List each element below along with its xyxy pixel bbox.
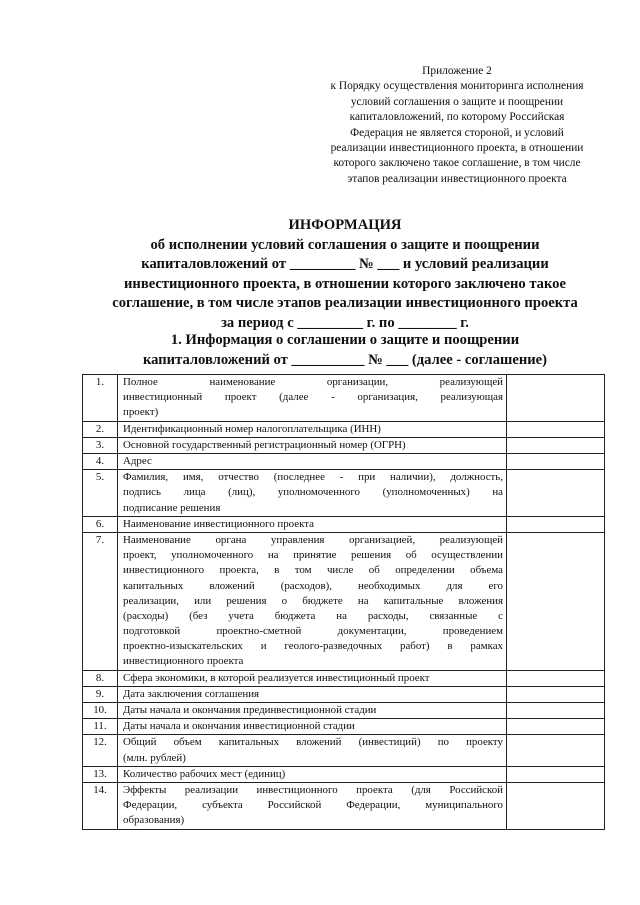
row-label [118,453,507,469]
row-label-line: подписание решения [123,501,221,514]
appendix-line: Приложение 2 [422,65,492,77]
row-label [118,516,507,532]
title-line: капиталовложений от _________ № ___ и условий реализации [141,256,549,272]
row-number: 8. [83,670,118,686]
row-number: 1. [83,375,118,422]
appendix-line: этапов реализации инвестиционного проекта [347,172,567,185]
agreement-info-table [82,374,605,830]
document-title [60,216,630,333]
row-value-cell[interactable] [507,516,605,532]
row-value-cell[interactable] [507,670,605,686]
row-number: 2. [83,421,118,437]
table-row [83,703,605,719]
row-value-cell[interactable] [507,421,605,437]
row-label [118,766,507,782]
title-line: за период с _________ г. по ________ г. [221,314,469,331]
title-heading: ИНФОРМАЦИЯ [288,217,402,233]
row-value-cell[interactable] [507,532,605,670]
table-row [83,735,605,766]
table-row [83,670,605,686]
row-label-line: Эффекты реализации инвестиционного проекта (для Российской [123,784,503,797]
row-label [118,532,507,670]
row-label-line: подпись лица (лиц), уполномоченного (уполномоченных) на [123,486,503,499]
row-number: 9. [83,686,118,702]
row-label-line: инвестиционный проект (далее - организация, реализующая [123,391,503,404]
title-line: инвестиционного проекта, в отношении которого заключено такое [124,275,566,292]
row-value-cell[interactable] [507,375,605,422]
appendix-line: условий соглашения о защите и поощрении [350,95,564,108]
row-number: 4. [83,453,118,469]
appendix-line: Федерация не является стороной, и условий [350,126,564,139]
row-number: 5. [83,470,118,517]
row-label [118,470,507,517]
row-number: 6. [83,516,118,532]
table-row [83,437,605,453]
row-label-line: подготовкой проектно-сметной документации, проведением [123,625,503,638]
row-label-line: Наименование инвестиционного проекта [123,517,314,530]
row-label-line: проектно-изыскательских и геолого-разведочных работ) в рамках [123,640,503,653]
row-label-line: капитальных вложений (расходов), необходимых для его [123,579,503,592]
appendix-line: которого заключено такое соглашение, в том числе [333,157,581,170]
row-label-line: инвестиционного проекта, в том числе об определении объема [123,564,503,577]
table-row [83,766,605,782]
appendix-note [312,64,602,187]
title-line: об исполнении условий соглашения о защите и поощрении [150,236,540,253]
row-label-line: Федерации, субъекта Российской Федерации, муниципального [123,799,503,812]
table-row [83,532,605,670]
row-label-line: Полное наименование организации, реализующей [123,376,503,388]
row-label-line: образования) [123,814,185,827]
row-number: 3. [83,437,118,453]
table-row [83,470,605,517]
row-value-cell[interactable] [507,686,605,702]
row-value-cell[interactable] [507,470,605,517]
row-label-line: Адрес [123,454,152,467]
section-heading-line: капиталовложений от __________ № ___ (далее - соглашение) [142,351,547,368]
row-label [118,719,507,735]
row-label [118,686,507,702]
row-label [118,437,507,453]
row-label-line: Идентификационный номер налогоплательщика (ИНН) [123,422,381,435]
row-value-cell[interactable] [507,703,605,719]
row-label [118,703,507,719]
table-row [83,516,605,532]
row-label-line: (млн. рублей) [123,751,186,764]
row-label [118,375,507,422]
row-label-line: инвестиционного проекта [123,655,244,668]
row-number: 13. [83,766,118,782]
row-label [118,735,507,766]
row-label-line: Основной государственный регистрационный номер (ОГРН) [123,438,406,451]
row-value-cell[interactable] [507,437,605,453]
appendix-line: к Порядку осуществления мониторинга исполнения [330,80,584,93]
row-label-line: Фамилия, имя, отчество (последнее - при наличии), должность, [123,471,503,484]
appendix-line: реализации инвестиционного проекта, в отношении [330,142,584,155]
row-label-line: Дата заключения соглашения [123,687,260,700]
row-label-line: (расходы) (без учета бюджета на расходы, связанные с [123,609,503,622]
row-label-line: проект) [123,406,159,419]
title-line: соглашение, в том числе этапов реализации инвестиционного проекта [112,295,578,311]
row-label [118,670,507,686]
row-label-line: реализации, или решения о бюджете на капитальные вложения [123,594,503,607]
row-label-line: Общий объем капитальных вложений (инвестиций) по проекту [123,736,503,749]
row-value-cell[interactable] [507,766,605,782]
appendix-line: капиталовложений, по которому Российская [349,111,565,124]
section-heading [60,331,630,370]
section-heading-line: 1. Информация о соглашении о защите и поощрении [170,332,520,348]
row-number: 7. [83,532,118,670]
row-label-line: проект, уполномоченного на принятие решения об осуществлении [123,549,503,562]
row-number: 14. [83,783,118,830]
row-label-line: Даты начала и окончания прединвестиционной стадии [123,704,377,717]
row-label-line: Сфера экономики, в которой реализуется инвестиционный проект [123,671,430,684]
row-label-line: Даты начала и окончания инвестиционной стадии [123,720,355,733]
row-number: 12. [83,735,118,766]
row-value-cell[interactable] [507,719,605,735]
row-number: 10. [83,703,118,719]
table-row [83,453,605,469]
table-row [83,783,605,830]
row-label [118,421,507,437]
row-value-cell[interactable] [507,735,605,766]
table-row [83,421,605,437]
row-value-cell[interactable] [507,453,605,469]
table-row [83,686,605,702]
table-row [83,375,605,422]
table-row [83,719,605,735]
row-value-cell[interactable] [507,783,605,830]
row-label [118,783,507,830]
row-number: 11. [83,719,118,735]
row-label-line: Количество рабочих мест (единиц) [123,767,286,780]
row-label-line: Наименование органа управления организацией, реализующей [123,533,503,546]
